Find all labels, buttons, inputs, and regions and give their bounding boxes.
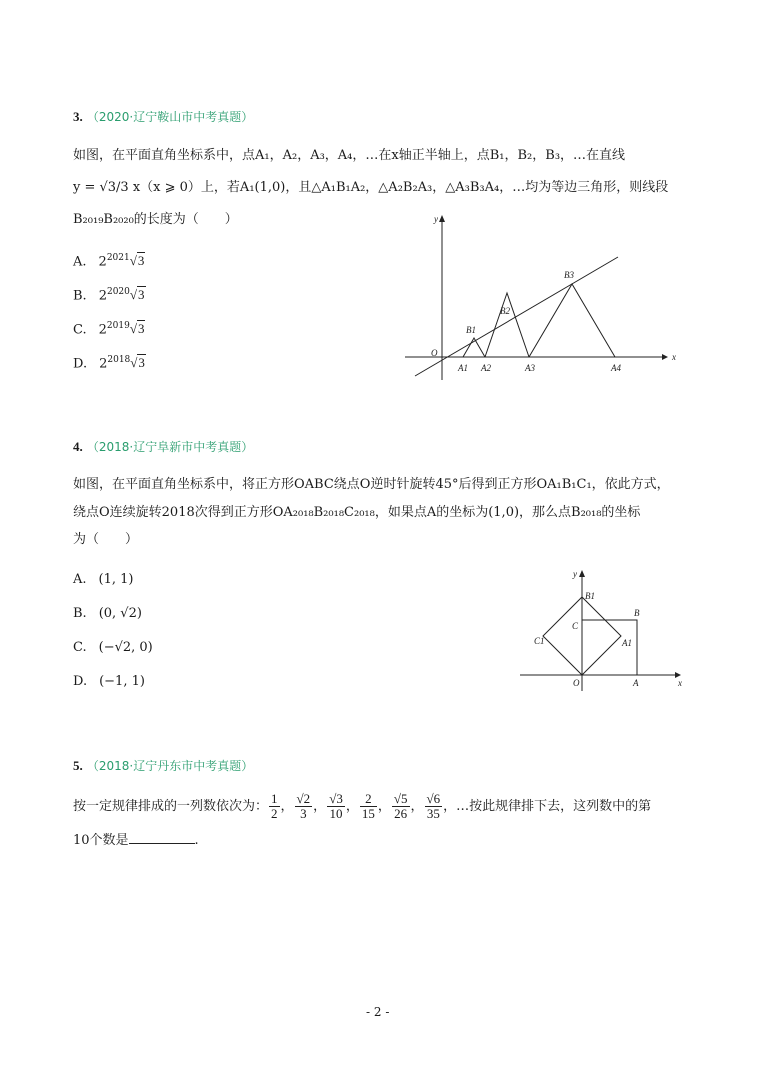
option-exponent: 2018: [107, 355, 131, 365]
q3-label-A1: A1: [458, 363, 468, 373]
fraction-numerator: 2: [360, 792, 377, 807]
q3-figure: [400, 210, 690, 390]
option-base: 2: [99, 356, 108, 372]
q3-option-a[interactable]: [73, 253, 145, 269]
q3-header: [73, 108, 253, 125]
q3-slope-line: [415, 257, 618, 376]
fraction-denominator: 3: [300, 806, 307, 821]
q5-fraction: [269, 792, 280, 821]
fraction-denominator: 15: [361, 806, 375, 821]
fraction-numerator: 1: [271, 791, 278, 806]
q3-option-b[interactable]: [73, 287, 146, 303]
fraction-denominator: 35: [426, 806, 440, 821]
q5-fraction-list: [268, 791, 443, 821]
q4-line1: 如图，在平面直角坐标系中，将正方形OABC绕点O逆时针旋转45°后得到正方形OA₁B₁C₁，依此方式，: [73, 477, 670, 492]
q5-fraction: [295, 792, 313, 821]
fraction-numerator: √2: [296, 791, 311, 806]
q4-line3: 为（ ）: [73, 532, 139, 547]
q5-tail: ，…按此规律排下去，这列数中的第: [443, 799, 652, 814]
option-sqrt: √3: [129, 253, 145, 269]
q4-number: 4.: [73, 439, 83, 454]
q3-triangle-3: [529, 284, 615, 357]
q3-origin-label: O: [431, 348, 438, 358]
q4-label-C: C: [572, 621, 579, 631]
q5-separator: ，: [313, 799, 327, 814]
q5-fraction: [360, 792, 377, 821]
option-letter: C.: [73, 640, 87, 655]
q3-source: （2020·辽宁鞍山市中考真题）: [86, 110, 254, 124]
q3-label-B3: B3: [564, 270, 574, 280]
q4-y-label: y: [573, 569, 577, 579]
q5-lead: 按一定规律排成的一列数依次为：: [73, 799, 269, 814]
page-number: - 2 -: [366, 1005, 390, 1019]
q5-fraction: [327, 792, 345, 821]
option-radicand: 3: [137, 253, 145, 269]
q3-label-A4: A4: [611, 363, 621, 373]
option-base: 2: [98, 254, 107, 270]
fraction-numerator: √6: [426, 791, 441, 806]
option-letter: A.: [73, 572, 87, 587]
q3-triangle-2: [485, 293, 529, 357]
q5-number: 5.: [73, 758, 83, 773]
option-radicand: 3: [138, 287, 145, 303]
option-radicand: 3: [138, 355, 145, 371]
option-exponent: 2020: [106, 287, 130, 297]
option-letter: B.: [73, 606, 87, 621]
option-base: 2: [98, 288, 107, 304]
option-letter: B.: [73, 288, 87, 304]
option-letter: D.: [73, 674, 88, 689]
q4-figure: [515, 565, 690, 695]
q3-x-arrow: [662, 354, 668, 360]
q5-separator: ，: [377, 799, 391, 814]
q3-y-arrow: [439, 215, 445, 222]
q5-fraction: [425, 792, 443, 821]
option-letter: C.: [73, 322, 87, 338]
q4-option-b[interactable]: [73, 606, 142, 621]
option-letter: D.: [73, 356, 88, 372]
q4-label-B: B: [634, 608, 640, 618]
option-radicand: 3: [137, 321, 145, 337]
q5-line1: [73, 792, 651, 822]
option-base: 2: [98, 322, 107, 338]
q4-option-a[interactable]: [73, 572, 133, 587]
q5-fraction: [392, 792, 410, 821]
option-sqrt: √3: [129, 321, 145, 337]
fraction-denominator: 10: [329, 806, 343, 821]
q5-line2-text: 10个数是: [73, 833, 129, 848]
q3-line1: 如图，在平面直角坐标系中，点A₁，A₂，A₃，A₄，…在x轴正半轴上，点B₁，B₂，B₃，…在直线: [73, 148, 626, 163]
q3-label-A3: A3: [525, 363, 535, 373]
q5-separator: ，: [345, 799, 359, 814]
q5-source: （2018·辽宁丹东市中考真题）: [86, 759, 254, 773]
q5-header: [73, 757, 253, 774]
q4-label-C1: C1: [534, 636, 545, 646]
q3-line3: B₂₀₁₉B₂₀₂₀的长度为（ ）: [73, 212, 238, 227]
fraction-numerator: √3: [329, 791, 343, 806]
q4-line2: 绕点O连续旋转2018次得到正方形OA₂₀₁₈B₂₀₁₈C₂₀₁₈，如果点A的坐标为(1,0)，那么点B₂₀₁₈的坐标: [73, 505, 641, 520]
fraction-denominator: 2: [271, 806, 278, 821]
option-text: (−1, 1): [99, 674, 145, 689]
q4-header: [73, 438, 253, 455]
fraction-denominator: 26: [394, 806, 408, 821]
q3-label-B2: B2: [500, 306, 510, 316]
q4-label-A1: A1: [622, 638, 632, 648]
q3-option-d[interactable]: [73, 355, 146, 371]
option-exponent: 2019: [106, 321, 130, 331]
q4-option-d[interactable]: [73, 674, 145, 689]
fraction-numerator: √5: [393, 791, 408, 806]
q4-source: （2018·辽宁阜新市中考真题）: [86, 440, 254, 454]
option-exponent: 2021: [106, 253, 130, 263]
option-sqrt: √3: [129, 287, 145, 303]
q4-option-c[interactable]: [73, 640, 153, 655]
q3-number: 3.: [73, 109, 83, 124]
q3-y-label: y: [434, 214, 438, 224]
q5-line2-end: .: [194, 833, 199, 848]
q5-answer-blank[interactable]: [129, 831, 195, 844]
q4-x-label: x: [678, 678, 682, 688]
q3-line2: y = √3/3 x（x ⩾ 0）上，若A₁(1,0)，且△A₁B₁A₂，△A₂B₂A₃，△A₃B₃A₄，…均为等边三角形，则线段: [73, 180, 669, 195]
q3-x-label: x: [672, 352, 676, 362]
q4-origin-label: O: [573, 678, 580, 688]
q3-label-B1: B1: [466, 325, 476, 335]
q3-label-A2: A2: [481, 363, 491, 373]
q4-label-A: A: [633, 678, 639, 688]
option-text: (1, 1): [98, 572, 134, 587]
q3-option-c[interactable]: [73, 321, 145, 337]
q5-separator: ，: [410, 799, 424, 814]
option-sqrt: √3: [130, 355, 145, 371]
option-letter: A.: [73, 254, 87, 270]
option-text: (−√2, 0): [98, 640, 153, 655]
q5-line2: [73, 831, 199, 851]
q4-label-B1: B1: [585, 591, 595, 601]
option-text: (0, √2): [98, 606, 142, 621]
q5-separator: ，: [280, 799, 294, 814]
q4-y-arrow: [579, 570, 585, 577]
